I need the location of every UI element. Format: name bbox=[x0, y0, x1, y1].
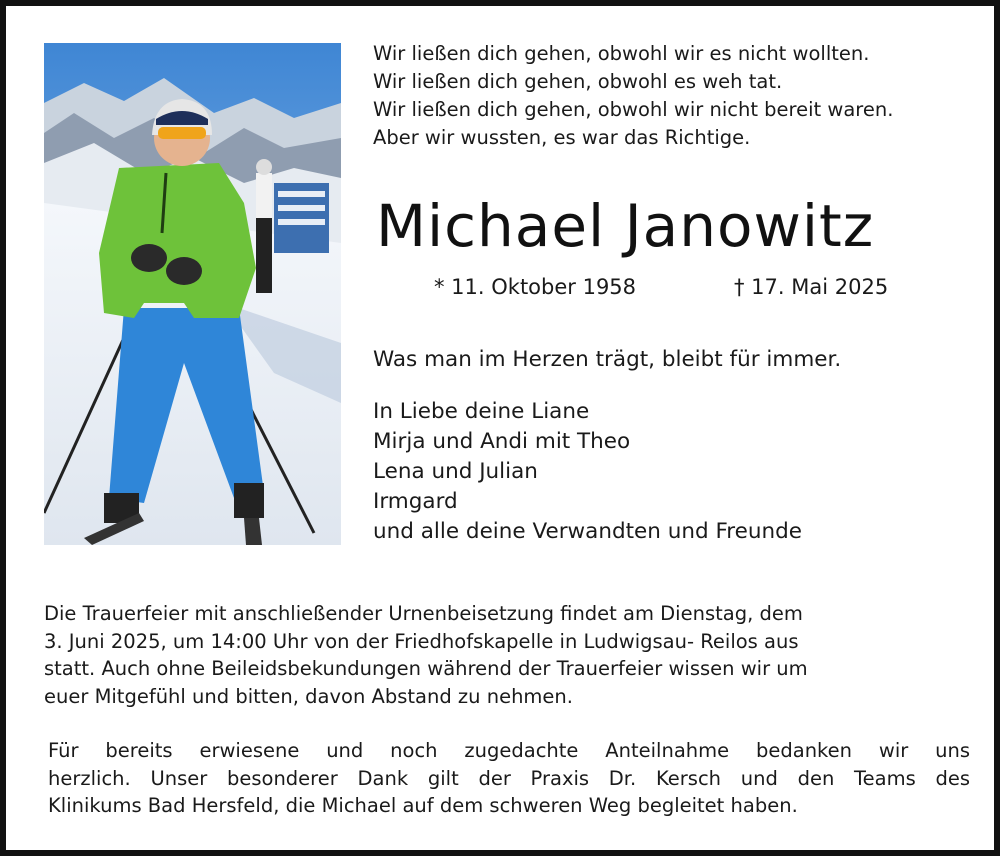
poem-line: Wir ließen dich gehen, obwohl es weh tat. bbox=[373, 70, 783, 93]
poem-line: Wir ließen dich gehen, obwohl wir es nicht wollten. bbox=[373, 42, 870, 65]
ceremony-line: euer Mitgefühl und bitten, davon Abstand zu nehmen. bbox=[44, 684, 573, 708]
thanks-line: Klinikums Bad Hersfeld, die Michael auf dem schweren Weg begleitet haben. bbox=[48, 794, 798, 817]
ceremony-line: statt. Auch ohne Beileidsbekundungen während der Trauerfeier wissen wir um bbox=[44, 657, 808, 680]
family-list bbox=[373, 397, 802, 547]
ceremony-line: Die Trauerfeier mit anschließender Urnenbeisetzung findet am Dienstag, dem bbox=[44, 602, 803, 625]
deceased-name: Michael Janowitz bbox=[376, 192, 875, 260]
family-line: In Liebe deine Liane bbox=[373, 399, 590, 424]
thanks-line: Für bereits erwiesene und noch zugedachte Anteilnahme bedanken wir uns bbox=[48, 739, 970, 762]
motto: Was man im Herzen trägt, bleibt für immer. bbox=[373, 347, 842, 372]
ceremony-text bbox=[44, 600, 970, 710]
thanks-text bbox=[48, 737, 970, 820]
poem-line: Wir ließen dich gehen, obwohl wir nicht bereit waren. bbox=[373, 98, 894, 121]
thanks-line: herzlich. Unser besonderer Dank gilt der Praxis Dr. Kersch und den Teams des bbox=[48, 766, 970, 790]
family-line: Lena und Julian bbox=[373, 459, 538, 484]
birth-date: * 11. Oktober 1958 bbox=[434, 275, 637, 299]
family-line: Mirja und Andi mit Theo bbox=[373, 429, 631, 454]
poem-line: Aber wir wussten, es war das Richtige. bbox=[373, 126, 751, 149]
family-line: Irmgard bbox=[373, 489, 458, 514]
poem bbox=[373, 40, 993, 152]
death-date: † 17. Mai 2025 bbox=[734, 275, 889, 299]
portrait-photo bbox=[44, 43, 341, 545]
family-line: und alle deine Verwandten und Freunde bbox=[373, 519, 802, 544]
ceremony-line: 3. Juni 2025, um 14:00 Uhr von der Friedhofskapelle in Ludwigsau- Reilos aus bbox=[44, 629, 799, 653]
